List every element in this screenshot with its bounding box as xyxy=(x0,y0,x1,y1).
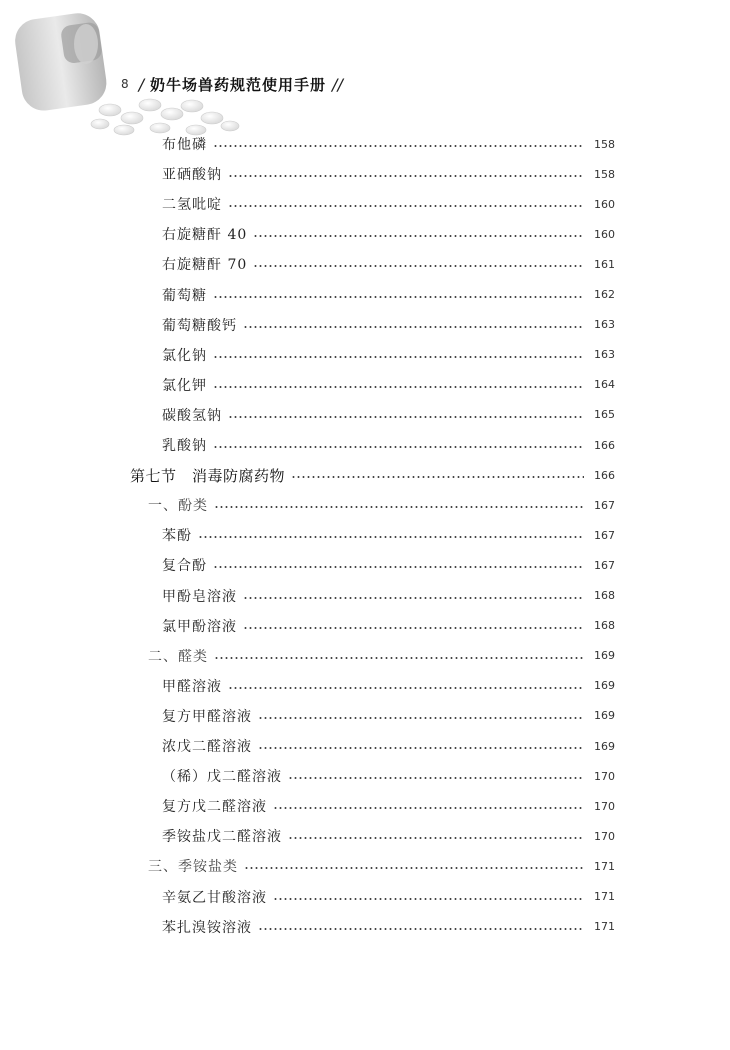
toc-entry-title: 布他磷 xyxy=(162,137,207,153)
dot-leader xyxy=(213,145,584,147)
dot-leader xyxy=(253,265,584,267)
toc-entry-title: （稀）戊二醛溶液 xyxy=(162,769,282,786)
toc-entry-title: 葡萄糖 xyxy=(162,287,207,304)
dot-leader xyxy=(228,687,584,689)
toc-entry-row xyxy=(162,160,616,188)
dot-leader xyxy=(244,867,584,869)
toc-entry-title: 氯甲酚溶液 xyxy=(162,618,237,635)
header-slash-left: / xyxy=(138,74,145,94)
toc-entry-row xyxy=(162,521,616,549)
dot-leader xyxy=(258,747,584,749)
toc-entry-title: 乳酸钠 xyxy=(162,438,207,454)
toc-entry-title: 氯化钾 xyxy=(162,377,207,394)
toc-page-number: 170 xyxy=(594,769,615,783)
running-header xyxy=(121,72,343,96)
toc-page-number: 171 xyxy=(594,890,615,903)
toc-entry-row xyxy=(162,220,616,248)
toc-page-number: 171 xyxy=(594,859,615,873)
dot-leader xyxy=(291,476,584,478)
toc-entry-row xyxy=(162,341,616,369)
dot-leader xyxy=(213,566,584,568)
page-number: 8 xyxy=(121,77,129,91)
toc-entry-title: 第七节 消毒防腐药物 xyxy=(130,466,286,485)
toc-entry-row xyxy=(162,431,616,459)
toc-entry-title: 复方甲醛溶液 xyxy=(162,708,252,725)
toc-page-number: 168 xyxy=(594,589,615,602)
toc-page-number: 162 xyxy=(594,288,615,301)
toc-entry-row xyxy=(162,672,616,700)
toc-entry-title: 复方戊二醛溶液 xyxy=(162,799,267,816)
dot-leader xyxy=(228,175,584,177)
dot-leader xyxy=(228,416,584,418)
dot-leader xyxy=(243,627,584,629)
toc-entry-title: 二、醛类 xyxy=(148,648,208,665)
dot-leader xyxy=(214,506,584,508)
dot-leader xyxy=(213,356,584,358)
dot-leader xyxy=(213,446,584,448)
dot-leader xyxy=(213,386,584,388)
toc-entry-row xyxy=(162,371,616,399)
toc-entry-row xyxy=(162,913,616,941)
toc-page-number: 166 xyxy=(594,468,615,482)
dot-leader xyxy=(273,898,584,900)
toc-page-number: 163 xyxy=(594,348,615,362)
toc-page-number: 167 xyxy=(594,528,615,542)
toc-page-number: 161 xyxy=(594,257,615,271)
toc-entry-row xyxy=(162,762,616,790)
toc-entry-title: 一、酚类 xyxy=(148,498,208,515)
toc-entry-row xyxy=(162,702,616,730)
toc-entry-row xyxy=(162,792,616,820)
toc-entry-row xyxy=(162,250,616,278)
toc-page-number: 165 xyxy=(594,408,615,422)
toc-page-number: 160 xyxy=(594,227,615,241)
toc-page-number: 168 xyxy=(594,619,615,633)
dot-leader xyxy=(258,928,584,930)
toc-entry-row xyxy=(162,311,616,339)
dot-leader xyxy=(258,717,584,719)
toc-entry-row xyxy=(162,190,616,218)
toc-page-number: 166 xyxy=(594,438,615,452)
dot-leader xyxy=(243,597,584,599)
toc-entry-title: 苯酚 xyxy=(162,528,192,545)
toc-entry-title: 三、季铵盐类 xyxy=(148,859,238,876)
toc-page-number: 158 xyxy=(594,137,615,151)
toc-section-row xyxy=(130,461,616,489)
toc-entry-title: 辛氨乙甘酸溶液 xyxy=(162,889,267,906)
dot-leader xyxy=(198,536,584,538)
toc-entry-title: 二氢吡啶 xyxy=(162,197,222,214)
dot-leader xyxy=(288,777,584,779)
toc-entry-title: 苯扎溴铵溶液 xyxy=(162,919,252,936)
toc-page-number: 160 xyxy=(594,197,615,211)
toc-entry-row xyxy=(162,883,616,911)
dot-leader xyxy=(243,326,584,328)
toc-entry-row xyxy=(162,551,616,579)
toc-entry-title: 右旋糖酐 40 xyxy=(162,227,248,244)
toc-page-number: 158 xyxy=(594,167,615,181)
toc-page-number: 169 xyxy=(594,679,615,693)
toc-entry-row xyxy=(162,732,616,760)
dot-leader xyxy=(253,235,584,237)
dot-leader xyxy=(228,205,584,207)
toc-entry-row xyxy=(162,281,616,309)
toc-page-number: 171 xyxy=(594,920,615,934)
bottle-icon xyxy=(12,10,109,113)
toc-page-number: 167 xyxy=(594,558,615,572)
toc-entry-row xyxy=(162,822,616,850)
toc-subsection-row xyxy=(148,491,616,519)
dot-leader xyxy=(214,657,584,659)
header-slash-right: // xyxy=(332,74,343,94)
toc-entry-title: 浓戊二醛溶液 xyxy=(162,739,252,755)
toc-entry-title: 甲酚皂溶液 xyxy=(162,588,237,605)
toc-page-number: 170 xyxy=(594,829,615,843)
toc-page-number: 169 xyxy=(594,739,615,753)
toc-entry-row xyxy=(162,582,616,610)
toc-entry-title: 碳酸氢钠 xyxy=(162,407,222,424)
toc-entry-title: 右旋糖酐 70 xyxy=(162,257,248,274)
toc-entry-title: 复合酚 xyxy=(162,558,207,575)
toc-page-number: 164 xyxy=(594,378,615,392)
book-title: 奶牛场兽药规范使用手册 xyxy=(150,75,327,94)
toc-page-number: 170 xyxy=(594,799,615,813)
toc-entry-row xyxy=(162,130,616,158)
dot-leader xyxy=(273,807,584,809)
toc-entry-row xyxy=(162,612,616,640)
toc-entry-title: 甲醛溶液 xyxy=(162,678,222,695)
toc-page-number: 163 xyxy=(594,318,615,332)
toc-entry-title: 亚硒酸钠 xyxy=(162,167,222,184)
toc-subsection-row xyxy=(148,852,616,880)
toc-entry-row xyxy=(162,401,616,429)
toc-subsection-row xyxy=(148,642,616,670)
toc-entry-title: 季铵盐戊二醛溶液 xyxy=(162,829,282,846)
toc-page-number: 169 xyxy=(594,649,615,663)
toc-entry-title: 葡萄糖酸钙 xyxy=(162,317,237,334)
dot-leader xyxy=(288,837,584,839)
toc-page-number: 167 xyxy=(594,498,615,512)
toc-page-number: 169 xyxy=(594,709,615,723)
toc-entry-title: 氯化钠 xyxy=(162,347,207,364)
dot-leader xyxy=(213,296,584,298)
